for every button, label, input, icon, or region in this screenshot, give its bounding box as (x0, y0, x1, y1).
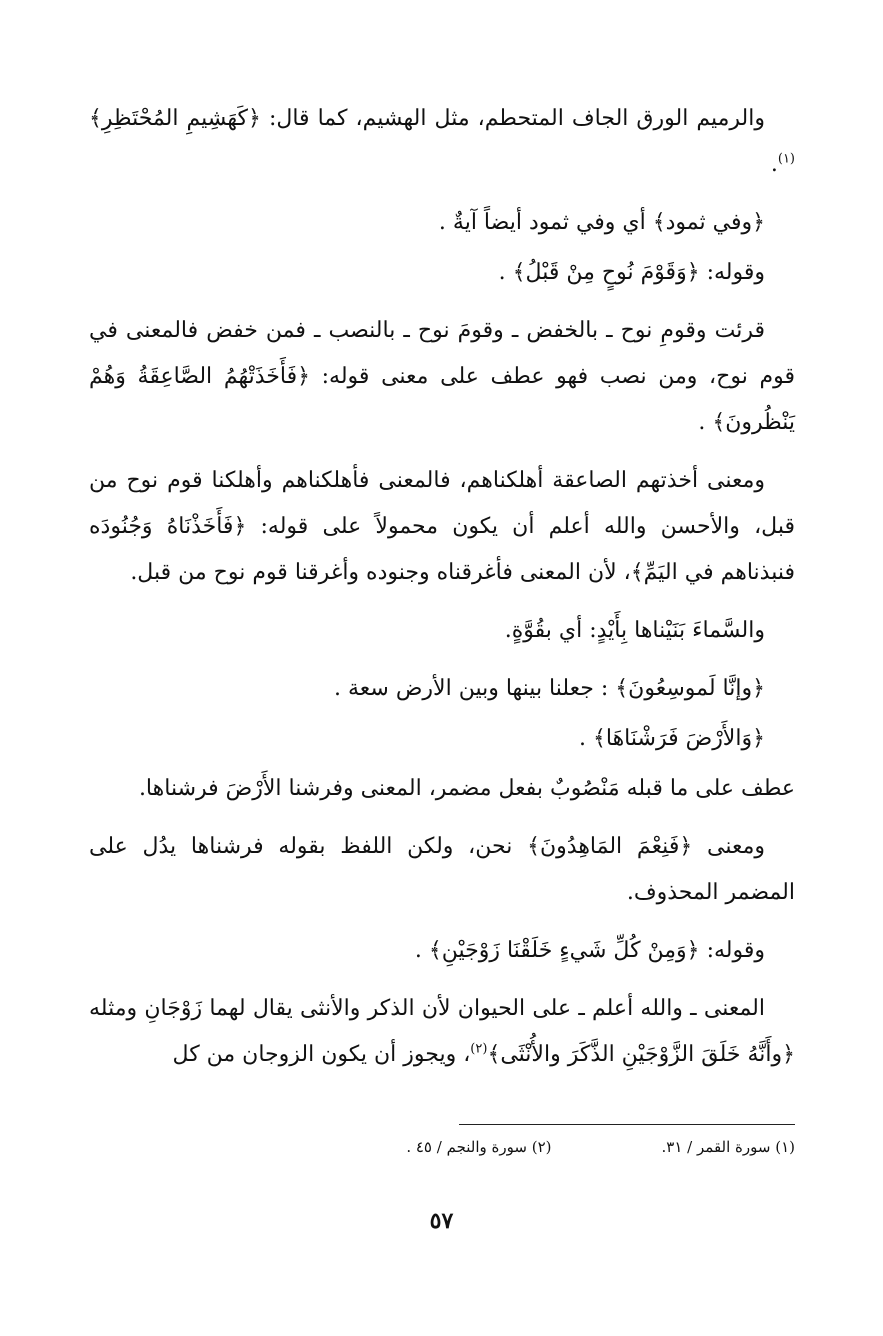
paragraph-5: ومعنى أخذتهم الصاعقة أهلكناهم، فالمعنى فأهلكناهم وأهلكنا قوم نوح من قبل، والأحسن والله أعلم أن يكون محمولاً على قوله: ﴿فَأَخَذْنَاهُ وَجُنُودَه فنبذناهم في اليَمِّ﴾، لأن المعنى فأغرقناه وجنوده وأغرقنا قوم نوح من قبل. (89, 468, 795, 585)
body-text (89, 96, 795, 1090)
paragraph-1: والرميم الورق الجاف المتحطم، مثل الهشيم، كما قال: ﴿كَهَشِيمِ المُحْتَظِرِ﴾$^{(١)}$. (89, 106, 795, 177)
paragraph-11: وقوله: ﴿وَمِنْ كُلِّ شَيءٍ خَلَقْنَا زَوْجَيْنِ﴾ . (414, 938, 765, 963)
footnotes (89, 1134, 795, 1160)
footnote-divider (459, 1124, 795, 1125)
paragraph-8: ﴿وَالأَرْضَ فَرَشْنَاهَا﴾ . (578, 726, 765, 751)
paragraph-10: ومعنى ﴿فَنِعْمَ المَاهِدُونَ﴾ نحن، ولكن اللفظ بقوله فرشناها يدُل على المضمر المحذوف. (89, 834, 795, 905)
footnote-marker-2: (٢) (470, 1041, 488, 1057)
paragraph-6: والسَّماءَ بَنَيْناها بِأَيْدٍ: أي بقُوَّةٍ. (504, 618, 765, 643)
paragraph-12: المعنى ـ والله أعلم ـ على الحيوان لأن الذكر والأنثى يقال لهما زَوْجَانِ ومثله ﴿وأَنَّهُ خَلَقَ الزَّوْجَيْنِ الذَّكَرَ والأُنْثَى﴾$^{(٢)}$، ويجوز أن يكون الزوجان من كل (89, 996, 795, 1067)
page-number: ٥٧ (429, 1208, 454, 1234)
paragraph-9: عطف على ما قبله مَنْصُوبٌ بفعل مضمر، المعنى وفرشنا الأَرْضَ فرشناها. (138, 776, 795, 801)
footnote-1: (١) سورة القمر / ٣١. (661, 1138, 795, 1156)
paragraph-3: وقوله: ﴿وَقَوْمَ نُوحٍ مِنْ قَبْلُ﴾ . (498, 260, 765, 285)
footnote-2: (٢) سورة والنجم / ٤٥ . (406, 1138, 552, 1156)
footnote-marker-1: (١) (777, 151, 795, 167)
paragraph-2: ﴿وفي ثمود﴾ أي وفي ثمود أيضاً آيةٌ . (438, 210, 765, 235)
paragraph-4: قرئت وقومِ نوح ـ بالخفض ـ وقومَ نوح ـ بالنصب ـ فمن خفض فالمعنى في قوم نوح، ومن نصب فهو عطف على معنى قوله: ﴿فَأَخَذَتْهُمُ الصَّاعِقَةُ وَهُمْ يَنْظُرونَ﴾ . (89, 318, 795, 435)
paragraph-7: ﴿وإنَّا لَموسِعُونَ﴾ : جعلنا بينها وبين الأرض سعة . (334, 676, 765, 701)
